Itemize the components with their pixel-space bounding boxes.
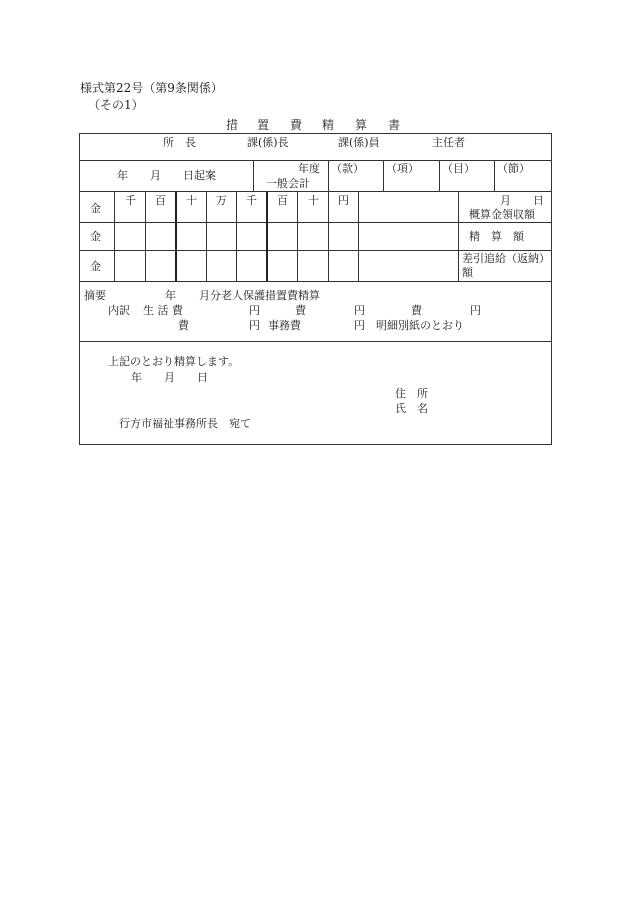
section-staff-label: 課(係)員 — [338, 136, 380, 149]
yen-label: 円 — [249, 304, 260, 317]
difference-label: 差引追給（返納） — [462, 252, 550, 265]
kan-label: （款） — [331, 162, 364, 175]
yen-label: 円 — [354, 304, 365, 317]
unit-label: 万 — [216, 194, 227, 207]
unit-label: 円 — [338, 194, 349, 207]
cost-label: 費 — [411, 304, 422, 317]
title-char: 置 — [257, 118, 270, 132]
amount-prefix: 金 — [90, 202, 101, 215]
thick-divider — [175, 191, 177, 281]
setsu-label: （節） — [497, 162, 530, 175]
admin-cost-label: 事務費 — [268, 319, 301, 332]
divider — [114, 191, 115, 281]
name-label: 氏 名 — [395, 402, 428, 415]
addressee: 行方市福祉事務所長 宛て — [119, 417, 251, 430]
draft-date-label: 年 月 日起案 — [117, 169, 216, 182]
yen-label: 円 — [354, 319, 365, 332]
address-label: 住 所 — [395, 387, 428, 400]
details-note: 明細別紙のとおり — [376, 319, 464, 332]
fiscal-year-label: 年度 — [298, 162, 320, 175]
title-char: 書 — [388, 118, 401, 132]
chief-label: 所 長 — [163, 136, 196, 149]
divider — [328, 191, 329, 281]
divider — [79, 281, 552, 282]
declaration-date: 年 月 日 — [131, 371, 208, 384]
divider — [383, 160, 384, 191]
title-char: 費 — [290, 118, 303, 132]
divider — [145, 191, 146, 281]
receipt-date-label: 月 日 — [500, 194, 544, 207]
summary-text: 月分老人保護措置費精算 — [199, 289, 320, 302]
divider — [206, 191, 207, 281]
sub-number: （その1） — [88, 98, 144, 112]
unit-label: 千 — [246, 194, 257, 207]
summary-year: 年 — [165, 289, 176, 302]
cost-label: 費 — [178, 319, 189, 332]
declaration-statement: 上記のとおり精算します。 — [108, 355, 240, 368]
cost-label: 費 — [295, 304, 306, 317]
unit-label: 百 — [155, 194, 166, 207]
divider — [358, 191, 359, 281]
divider — [236, 191, 237, 281]
yen-label: 円 — [470, 304, 481, 317]
divider — [253, 160, 254, 191]
difference-label-2: 額 — [462, 266, 473, 279]
officer-label: 主任者 — [432, 136, 465, 149]
summary-heading: 摘要 — [84, 289, 106, 302]
divider — [458, 191, 459, 281]
moku-label: （目） — [442, 162, 475, 175]
divider — [79, 222, 552, 223]
breakdown-label: 内訳 — [108, 304, 130, 317]
divider — [439, 160, 440, 191]
divider — [79, 160, 552, 161]
divider — [297, 191, 298, 281]
form-number: 様式第22号（第9条関係） — [80, 81, 223, 95]
unit-label: 十 — [308, 194, 319, 207]
title-char: 算 — [355, 118, 368, 132]
divider — [79, 191, 552, 192]
amount-prefix: 金 — [90, 230, 101, 243]
kou-label: （項） — [386, 162, 419, 175]
divider — [494, 160, 495, 191]
unit-label: 十 — [186, 194, 197, 207]
section-chief-label: 課(係)長 — [247, 136, 289, 149]
title-char: 措 — [226, 118, 239, 132]
advance-received-label: 概算金領収額 — [469, 208, 535, 221]
divider — [328, 160, 329, 191]
yen-label: 円 — [249, 319, 260, 332]
unit-label: 百 — [277, 194, 288, 207]
divider — [79, 250, 552, 251]
thick-divider — [266, 191, 268, 281]
divider — [79, 341, 552, 342]
living-cost-label: 生 活 費 — [143, 304, 183, 317]
title-char: 精 — [322, 118, 335, 132]
settlement-amount-label: 精 算 額 — [469, 230, 524, 243]
general-account-label: 一般会計 — [266, 177, 310, 190]
unit-label: 千 — [125, 194, 136, 207]
amount-prefix: 金 — [90, 260, 101, 273]
